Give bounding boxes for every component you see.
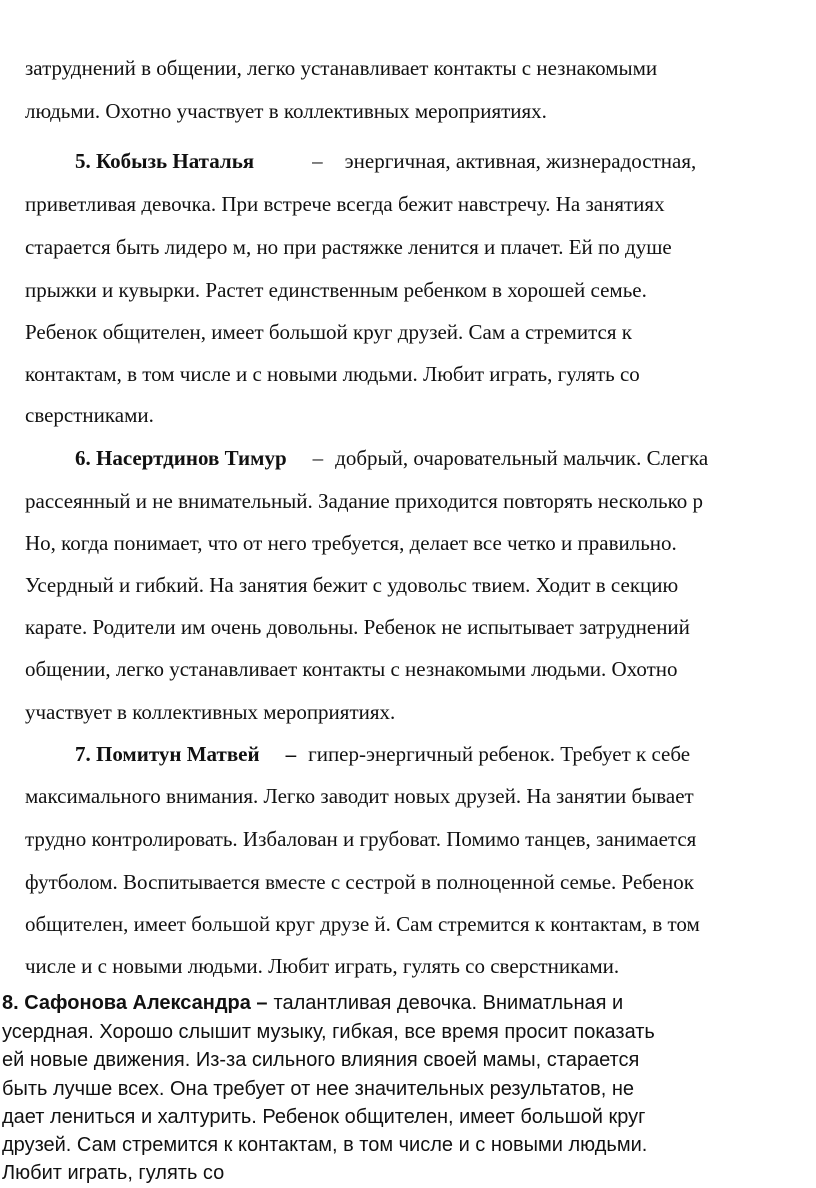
text-line: трудно контролировать. Избалован и грубоват. Помимо танцев, занимается bbox=[25, 827, 697, 851]
text-line: карате. Родители им очень довольны. Ребенок не испытывает затруднений bbox=[25, 615, 690, 639]
dash: – bbox=[312, 446, 324, 470]
text-line: общении, легко устанавливает контакты с незнакомыми людьми. Охотно bbox=[25, 657, 678, 681]
child-name: 7. Помитун Матвей bbox=[75, 742, 260, 766]
entry-6-heading bbox=[75, 448, 708, 469]
text-line: максимального внимания. Легко заводит новых друзей. На занятии бывает bbox=[25, 784, 694, 808]
child-name: 5. Кобызь Наталья bbox=[75, 149, 255, 173]
child-name: 8. Сафонова Александра – bbox=[2, 992, 268, 1014]
text-line: числе и с новыми людьми. Любит играть, гулять со сверстниками. bbox=[25, 954, 620, 978]
text-line: дает лениться и халтурить. Ребенок общителен, имеет большой круг bbox=[2, 1106, 646, 1128]
description-start: гипер-энергичный ребенок. Требует к себе bbox=[308, 742, 691, 766]
text-line: старается быть лидеро м, но при растяжке ленится и плачет. Ей по душе bbox=[25, 235, 672, 259]
dash: – bbox=[312, 149, 323, 173]
entry-8-heading bbox=[2, 993, 623, 1013]
entry-7-heading bbox=[75, 744, 690, 765]
entry-5-heading bbox=[75, 151, 696, 172]
text-line: друзей. Сам стремится к контактам, в том числе и с новыми людьми. bbox=[2, 1134, 648, 1156]
text-line: Любит играть, гулять со bbox=[2, 1162, 225, 1184]
text-line: приветливая девочка. При встрече всегда бежит навстречу. На занятиях bbox=[25, 192, 665, 216]
text-line: сверстниками. bbox=[25, 403, 154, 427]
text-line: футболом. Воспитывается вместе с сестрой в полноценной семье. Ребенок bbox=[25, 870, 694, 894]
text-line: рассеянный и не внимательный. Задание приходится повторять несколько р bbox=[25, 489, 703, 513]
text-line: людьми. Охотно участвует в коллективных мероприятиях. bbox=[25, 99, 547, 123]
text-line: быть лучше всех. Она требует от нее значительных результатов, не bbox=[2, 1078, 635, 1100]
text-line: Усердный и гибкий. На занятия бежит с удовольс твием. Ходит в секцию bbox=[25, 573, 679, 597]
text-line: затруднений в общении, легко устанавливает контакты с незнакомыми bbox=[25, 56, 658, 80]
text-line: ей новые движения. Из-за сильного влияния своей мамы, старается bbox=[2, 1049, 640, 1071]
child-name: 6. Насертдинов Тимур bbox=[75, 446, 287, 470]
description-start: добрый, очаровательный мальчик. Слегка bbox=[335, 446, 709, 470]
description-start: энергичная, активная, жизнерадостная, bbox=[344, 149, 697, 173]
dash: – bbox=[285, 742, 297, 766]
text-line: Но, когда понимает, что от него требуется, делает все четко и правильно. bbox=[25, 531, 677, 555]
text-line: общителен, имеет большой круг друзе й. Сам стремится к контактам, в том bbox=[25, 912, 700, 936]
text-line: усердная. Хорошо слышит музыку, гибкая, все время просит показать bbox=[2, 1021, 655, 1043]
text-line: Ребенок общителен, имеет большой круг друзей. Сам а стремится к bbox=[25, 320, 632, 344]
description-start: талантливая девочка. Вниматльная и bbox=[273, 992, 624, 1014]
text-line: прыжки и кувырки. Растет единственным ребенком в хорошей семье. bbox=[25, 278, 647, 302]
text-line: контактам, в том числе и с новыми людьми. Любит играть, гулять со bbox=[25, 362, 640, 386]
text-line: участвует в коллективных мероприятиях. bbox=[25, 700, 396, 724]
